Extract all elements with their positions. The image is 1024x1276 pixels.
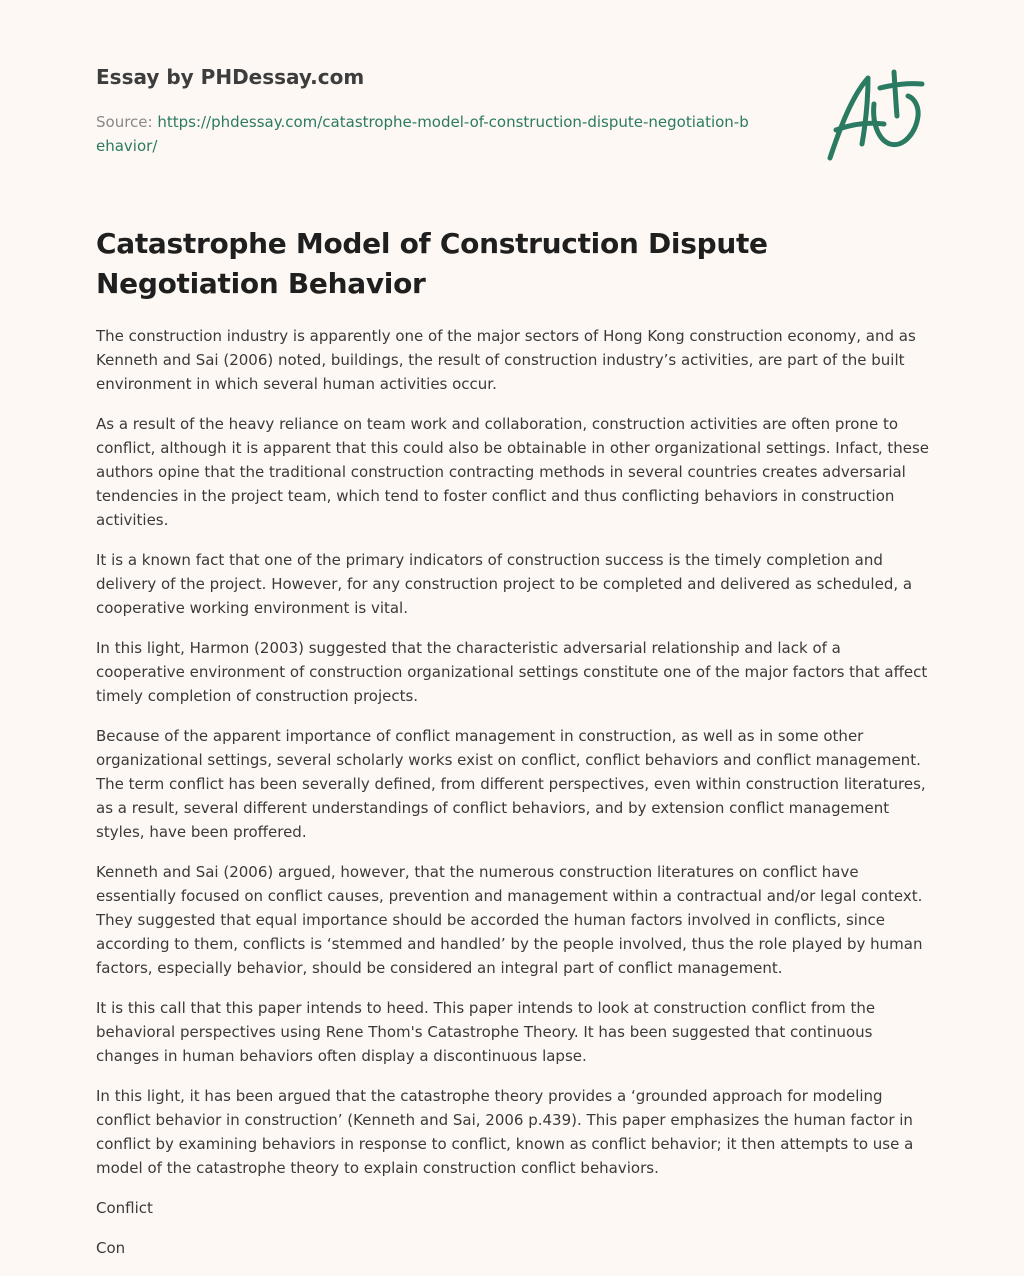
source-link[interactable]: https://phdessay.com/catastrophe-model-of-construction-dispute-negotiation-behavior/	[96, 113, 749, 155]
paragraph: The construction industry is apparently one of the major sectors of Hong Kong construction economy, and as Kenneth and Sai (2006) noted, buildings, the result of construction industry’s activities, are part of the built environment in which several human activities occur.	[96, 327, 916, 393]
paragraph: It is a known fact that one of the primary indicators of construction success is the timely completion and delivery of the project. However, for any construction project to be completed and delivered as scheduled, a cooperative working environment is vital.	[96, 551, 913, 617]
brand-title: Essay by PHDessay.com	[96, 65, 365, 89]
a-plus-logo-icon	[822, 66, 932, 166]
paragraph: Because of the apparent importance of conflict management in construction, as well as in some other organizational settings, several scholarly works exist on conflict, conflict behaviors and conflict management. The term conflict has been severally defined, from different perspectives, even within construction literatures, as a result, several different understandings of conflict behaviors, and by extension conflict management styles, have been proffered.	[96, 727, 926, 841]
truncated-text: Con	[96, 1239, 126, 1257]
section-heading: Conflict	[96, 1199, 153, 1217]
paragraph: It is this call that this paper intends to heed. This paper intends to look at construction conflict from the behavioral perspectives using Rene Thom's Catastrophe Theory. It has been suggested that continuous changes in human behaviors often display a discontinuous lapse.	[96, 999, 876, 1065]
paragraph: In this light, Harmon (2003) suggested that the characteristic adversarial relationship and lack of a cooperative environment of construction organizational settings constitute one of the major factors that affect timely completion of construction projects.	[96, 639, 928, 705]
paragraph: In this light, it has been argued that the catastrophe theory provides a ‘grounded approach for modeling conflict behavior in construction’ (Kenneth and Sai, 2006 p.439). This paper emphasizes the human factor in conflict by examining behaviors in response to conflict, known as conflict behavior; it then attempts to use a model of the catastrophe theory to explain construction conflict behaviors.	[96, 1087, 914, 1177]
essay-body	[96, 324, 932, 1276]
source-label: Source:	[96, 113, 158, 131]
source-line	[96, 110, 756, 158]
essay-header	[96, 62, 776, 158]
paragraph: Kenneth and Sai (2006) argued, however, that the numerous construction literatures on conflict have essentially focused on conflict causes, prevention and management within a contractual and/or legal context. They suggested that equal importance should be accorded the human factors involved in conflicts, since according to them, conflicts is ‘stemmed and handled’ by the people involved, thus the role played by human factors, especially behavior, should be considered an integral part of conflict management.	[96, 863, 923, 977]
paragraph: As a result of the heavy reliance on team work and collaboration, construction activities are often prone to conflict, although it is apparent that this could also be obtainable in other organizational settings. Infact, these authors opine that the traditional construction contracting methods in several countries creates adversarial tendencies in the project team, which tend to foster conflict and thus conflicting behaviors in construction activities.	[96, 415, 930, 529]
essay-title: Catastrophe Model of Construction Dispute Negotiation Behavior	[96, 227, 768, 300]
